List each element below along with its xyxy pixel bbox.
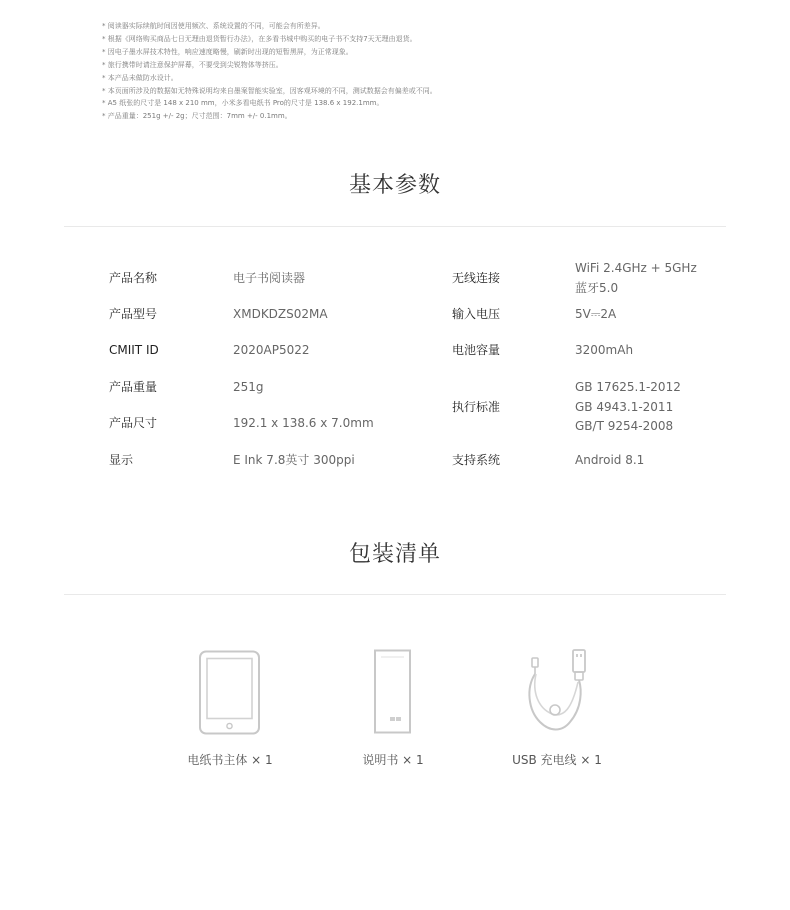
spec-value-name: 电子书阅读器 — [233, 271, 306, 285]
spec-label-model: 产品型号 — [109, 307, 158, 321]
spec-label-os: 支持系统 — [452, 453, 501, 467]
footnote: * 根据《网络购买商品七日无理由退货暂行办法》，在多看书城中购买的电子书不支持7天无理由退货。 — [102, 34, 417, 43]
spec-label-name: 产品名称 — [109, 271, 158, 285]
spec-label-cmiit: CMIIT ID — [109, 343, 159, 357]
spec-value-standard — [575, 378, 681, 437]
spec-value-line: WiFi 2.4GHz + 5GHz — [575, 261, 697, 275]
footnote: * 旅行携带时请注意保护屏幕，不要受到尖锐物体等挤压。 — [102, 60, 283, 69]
manual-icon — [373, 649, 413, 735]
spec-label-battery: 电池容量 — [452, 343, 501, 357]
footnote: * 本页面所涉及的数据如无特殊说明均来自墨案智能实验室，因客观环境的不同，测试数据会有偏差或不同。 — [102, 86, 437, 95]
ereader-icon — [198, 650, 262, 736]
package-item-label: USB 充电线 × 1 — [512, 753, 602, 767]
spec-value-weight: 251g — [233, 380, 264, 394]
spec-value-line: 蓝牙5.0 — [575, 280, 619, 295]
spec-label-wireless: 无线连接 — [452, 271, 501, 285]
spec-label-weight: 产品重量 — [109, 380, 158, 394]
specs-section-title: 基本参数 — [348, 173, 441, 198]
usb-cable-icon — [522, 648, 592, 738]
spec-value-voltage: 5V⎓2A — [575, 307, 617, 321]
footnote: * A5 纸张的尺寸是 148 x 210 mm，小米多看电纸书 Pro的尺寸是 138.6 x 192.1mm。 — [102, 99, 384, 108]
spec-value-line: GB 17625.1-2012 — [575, 380, 681, 394]
spec-label-display: 显示 — [109, 453, 134, 467]
spec-value-line: GB/T 9254-2008 — [575, 419, 674, 433]
footnote: * 因电子墨水屏技术特性，响应速度略慢，刷新时出现的短暂黑屏，为正常现象。 — [102, 47, 353, 56]
package-item-label: 说明书 × 1 — [362, 753, 424, 767]
spec-label-standard: 执行标准 — [452, 400, 501, 414]
spec-value-size: 192.1 x 138.6 x 7.0mm — [233, 416, 374, 430]
divider — [64, 594, 726, 595]
spec-value-cmiit: 2020AP5022 — [233, 343, 310, 357]
spec-value-display: E Ink 7.8英寸 300ppi — [233, 453, 355, 467]
package-section-title: 包装清单 — [348, 542, 441, 567]
footnote: * 本产品未做防水设计。 — [102, 73, 178, 82]
spec-value-os: Android 8.1 — [575, 453, 645, 467]
footnote: * 阅读器实际续航时间因使用频次、系统设置的不同，可能会有所差异。 — [102, 22, 325, 30]
spec-value-wireless — [575, 259, 697, 298]
spec-label-voltage: 输入电压 — [452, 307, 501, 321]
footnote: * 产品重量：251g +/- 2g；尺寸范围：7mm +/- 0.1mm。 — [102, 112, 292, 121]
spec-label-size: 产品尺寸 — [109, 416, 158, 430]
footnotes — [102, 20, 762, 123]
spec-value-line: GB 4943.1-2011 — [575, 399, 674, 414]
spec-value-model: XMDKDZS02MA — [233, 307, 328, 321]
divider — [64, 226, 726, 227]
spec-value-battery: 3200mAh — [575, 343, 634, 357]
package-item-label: 电纸书主体 × 1 — [187, 753, 273, 767]
